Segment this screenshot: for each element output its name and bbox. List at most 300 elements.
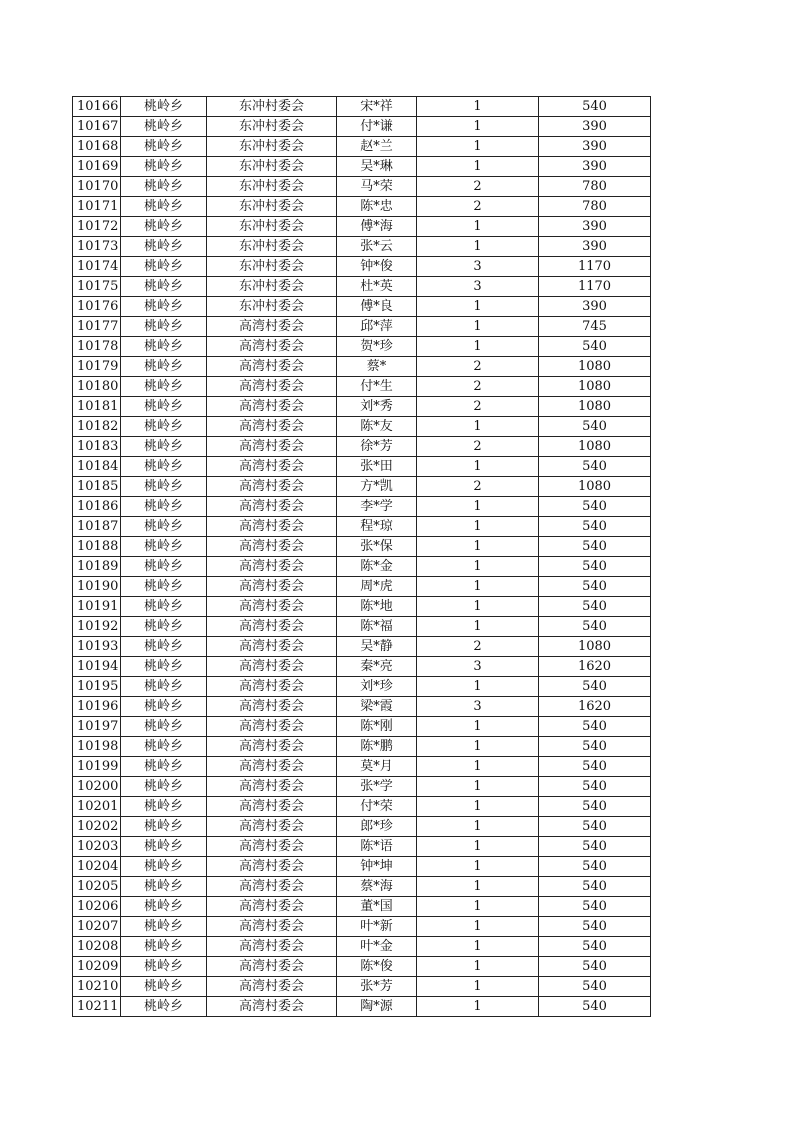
name-cell: 付*荣 (337, 797, 417, 817)
name-cell: 张*学 (337, 777, 417, 797)
count-cell: 2 (417, 377, 539, 397)
village-committee-cell: 东冲村委会 (207, 137, 337, 157)
township-cell: 桃岭乡 (121, 577, 207, 597)
row-id-cell: 10167 (73, 117, 121, 137)
count-cell: 1 (417, 837, 539, 857)
village-committee-cell: 高湾村委会 (207, 897, 337, 917)
table-row (73, 377, 651, 397)
village-committee-cell: 东冲村委会 (207, 117, 337, 137)
village-committee-cell: 东冲村委会 (207, 237, 337, 257)
amount-cell: 390 (539, 217, 651, 237)
name-cell: 张*云 (337, 237, 417, 257)
township-cell: 桃岭乡 (121, 637, 207, 657)
count-cell: 1 (417, 557, 539, 577)
count-cell: 1 (417, 517, 539, 537)
village-committee-cell: 高湾村委会 (207, 617, 337, 637)
name-cell: 郎*珍 (337, 817, 417, 837)
amount-cell: 540 (539, 757, 651, 777)
village-committee-cell: 东冲村委会 (207, 97, 337, 117)
amount-cell: 540 (539, 957, 651, 977)
name-cell: 徐*芳 (337, 437, 417, 457)
township-cell: 桃岭乡 (121, 937, 207, 957)
table-row (73, 457, 651, 477)
count-cell: 1 (417, 937, 539, 957)
amount-cell: 540 (539, 97, 651, 117)
table-row (73, 337, 651, 357)
count-cell: 2 (417, 177, 539, 197)
table-row (73, 877, 651, 897)
amount-cell: 540 (539, 877, 651, 897)
name-cell: 傅*海 (337, 217, 417, 237)
township-cell: 桃岭乡 (121, 477, 207, 497)
count-cell: 1 (417, 337, 539, 357)
row-id-cell: 10189 (73, 557, 121, 577)
name-cell: 陈*语 (337, 837, 417, 857)
table-row (73, 417, 651, 437)
amount-cell: 540 (539, 837, 651, 857)
township-cell: 桃岭乡 (121, 697, 207, 717)
row-id-cell: 10183 (73, 437, 121, 457)
township-cell: 桃岭乡 (121, 817, 207, 837)
village-committee-cell: 东冲村委会 (207, 277, 337, 297)
row-id-cell: 10199 (73, 757, 121, 777)
township-cell: 桃岭乡 (121, 277, 207, 297)
name-cell: 钟*坤 (337, 857, 417, 877)
name-cell: 邱*萍 (337, 317, 417, 337)
township-cell: 桃岭乡 (121, 897, 207, 917)
name-cell: 吴*琳 (337, 157, 417, 177)
count-cell: 1 (417, 617, 539, 637)
village-committee-cell: 高湾村委会 (207, 377, 337, 397)
name-cell: 陈*刚 (337, 717, 417, 737)
amount-cell: 1080 (539, 637, 651, 657)
amount-cell: 540 (539, 517, 651, 537)
count-cell: 1 (417, 317, 539, 337)
table-row (73, 797, 651, 817)
village-committee-cell: 高湾村委会 (207, 417, 337, 437)
township-cell: 桃岭乡 (121, 417, 207, 437)
village-committee-cell: 东冲村委会 (207, 197, 337, 217)
count-cell: 2 (417, 637, 539, 657)
table-row (73, 537, 651, 557)
count-cell: 1 (417, 777, 539, 797)
name-cell: 贺*珍 (337, 337, 417, 357)
amount-cell: 540 (539, 557, 651, 577)
amount-cell: 540 (539, 617, 651, 637)
table-row (73, 157, 651, 177)
row-id-cell: 10200 (73, 777, 121, 797)
table-row (73, 737, 651, 757)
name-cell: 秦*亮 (337, 657, 417, 677)
row-id-cell: 10205 (73, 877, 121, 897)
name-cell: 付*谦 (337, 117, 417, 137)
name-cell: 陈*鹏 (337, 737, 417, 757)
amount-cell: 540 (539, 817, 651, 837)
table-row (73, 817, 651, 837)
count-cell: 1 (417, 497, 539, 517)
amount-cell: 540 (539, 977, 651, 997)
row-id-cell: 10211 (73, 997, 121, 1017)
row-id-cell: 10198 (73, 737, 121, 757)
count-cell: 1 (417, 537, 539, 557)
row-id-cell: 10172 (73, 217, 121, 237)
row-id-cell: 10184 (73, 457, 121, 477)
amount-cell: 1170 (539, 277, 651, 297)
village-committee-cell: 高湾村委会 (207, 577, 337, 597)
amount-cell: 1620 (539, 657, 651, 677)
row-id-cell: 10176 (73, 297, 121, 317)
row-id-cell: 10202 (73, 817, 121, 837)
count-cell: 1 (417, 717, 539, 737)
name-cell: 方*凯 (337, 477, 417, 497)
row-id-cell: 10169 (73, 157, 121, 177)
row-id-cell: 10168 (73, 137, 121, 157)
township-cell: 桃岭乡 (121, 197, 207, 217)
township-cell: 桃岭乡 (121, 877, 207, 897)
row-id-cell: 10192 (73, 617, 121, 637)
row-id-cell: 10186 (73, 497, 121, 517)
table-row (73, 917, 651, 937)
count-cell: 2 (417, 437, 539, 457)
table-row (73, 317, 651, 337)
table-row (73, 517, 651, 537)
name-cell: 陈*地 (337, 597, 417, 617)
township-cell: 桃岭乡 (121, 837, 207, 857)
township-cell: 桃岭乡 (121, 237, 207, 257)
amount-cell: 1620 (539, 697, 651, 717)
count-cell: 1 (417, 797, 539, 817)
amount-cell: 390 (539, 137, 651, 157)
village-committee-cell: 高湾村委会 (207, 757, 337, 777)
row-id-cell: 10177 (73, 317, 121, 337)
township-cell: 桃岭乡 (121, 357, 207, 377)
table-row (73, 577, 651, 597)
amount-cell: 1080 (539, 397, 651, 417)
township-cell: 桃岭乡 (121, 917, 207, 937)
count-cell: 3 (417, 697, 539, 717)
count-cell: 3 (417, 657, 539, 677)
table-row (73, 177, 651, 197)
table-row (73, 697, 651, 717)
township-cell: 桃岭乡 (121, 437, 207, 457)
table-row (73, 97, 651, 117)
village-committee-cell: 东冲村委会 (207, 157, 337, 177)
name-cell: 傅*良 (337, 297, 417, 317)
village-committee-cell: 高湾村委会 (207, 997, 337, 1017)
count-cell: 1 (417, 417, 539, 437)
table-row (73, 997, 651, 1017)
row-id-cell: 10185 (73, 477, 121, 497)
village-committee-cell: 高湾村委会 (207, 677, 337, 697)
amount-cell: 540 (539, 857, 651, 877)
amount-cell: 540 (539, 457, 651, 477)
amount-cell: 780 (539, 177, 651, 197)
township-cell: 桃岭乡 (121, 157, 207, 177)
township-cell: 桃岭乡 (121, 397, 207, 417)
row-id-cell: 10174 (73, 257, 121, 277)
count-cell: 2 (417, 477, 539, 497)
village-committee-cell: 高湾村委会 (207, 917, 337, 937)
table-row (73, 477, 651, 497)
name-cell: 钟*俊 (337, 257, 417, 277)
village-committee-cell: 高湾村委会 (207, 437, 337, 457)
count-cell: 3 (417, 277, 539, 297)
amount-cell: 1080 (539, 357, 651, 377)
table-row (73, 937, 651, 957)
row-id-cell: 10178 (73, 337, 121, 357)
row-id-cell: 10179 (73, 357, 121, 377)
amount-cell: 540 (539, 997, 651, 1017)
township-cell: 桃岭乡 (121, 117, 207, 137)
table-row (73, 557, 651, 577)
table-row (73, 977, 651, 997)
village-committee-cell: 高湾村委会 (207, 737, 337, 757)
amount-cell: 1170 (539, 257, 651, 277)
village-committee-cell: 高湾村委会 (207, 777, 337, 797)
village-committee-cell: 高湾村委会 (207, 337, 337, 357)
row-id-cell: 10171 (73, 197, 121, 217)
township-cell: 桃岭乡 (121, 657, 207, 677)
village-committee-cell: 高湾村委会 (207, 937, 337, 957)
table-row (73, 617, 651, 637)
row-id-cell: 10209 (73, 957, 121, 977)
amount-cell: 390 (539, 157, 651, 177)
row-id-cell: 10175 (73, 277, 121, 297)
count-cell: 1 (417, 97, 539, 117)
village-committee-cell: 高湾村委会 (207, 717, 337, 737)
name-cell: 程*琼 (337, 517, 417, 537)
data-table (72, 96, 651, 1017)
row-id-cell: 10187 (73, 517, 121, 537)
village-committee-cell: 高湾村委会 (207, 977, 337, 997)
village-committee-cell: 东冲村委会 (207, 297, 337, 317)
count-cell: 1 (417, 577, 539, 597)
row-id-cell: 10204 (73, 857, 121, 877)
row-id-cell: 10181 (73, 397, 121, 417)
amount-cell: 540 (539, 417, 651, 437)
amount-cell: 390 (539, 297, 651, 317)
name-cell: 叶*新 (337, 917, 417, 937)
row-id-cell: 10180 (73, 377, 121, 397)
row-id-cell: 10194 (73, 657, 121, 677)
count-cell: 1 (417, 757, 539, 777)
count-cell: 1 (417, 977, 539, 997)
township-cell: 桃岭乡 (121, 257, 207, 277)
township-cell: 桃岭乡 (121, 797, 207, 817)
table-row (73, 957, 651, 977)
name-cell: 莫*月 (337, 757, 417, 777)
village-committee-cell: 高湾村委会 (207, 537, 337, 557)
table-row (73, 777, 651, 797)
village-committee-cell: 高湾村委会 (207, 357, 337, 377)
row-id-cell: 10182 (73, 417, 121, 437)
name-cell: 蔡*海 (337, 877, 417, 897)
village-committee-cell: 高湾村委会 (207, 557, 337, 577)
township-cell: 桃岭乡 (121, 997, 207, 1017)
row-id-cell: 10201 (73, 797, 121, 817)
name-cell: 张*保 (337, 537, 417, 557)
village-committee-cell: 东冲村委会 (207, 217, 337, 237)
village-committee-cell: 高湾村委会 (207, 817, 337, 837)
township-cell: 桃岭乡 (121, 537, 207, 557)
table-row (73, 117, 651, 137)
row-id-cell: 10210 (73, 977, 121, 997)
township-cell: 桃岭乡 (121, 97, 207, 117)
row-id-cell: 10208 (73, 937, 121, 957)
row-id-cell: 10197 (73, 717, 121, 737)
count-cell: 1 (417, 137, 539, 157)
township-cell: 桃岭乡 (121, 137, 207, 157)
name-cell: 李*学 (337, 497, 417, 517)
count-cell: 1 (417, 877, 539, 897)
township-cell: 桃岭乡 (121, 957, 207, 977)
township-cell: 桃岭乡 (121, 177, 207, 197)
table-row (73, 437, 651, 457)
village-committee-cell: 高湾村委会 (207, 837, 337, 857)
row-id-cell: 10195 (73, 677, 121, 697)
name-cell: 叶*金 (337, 937, 417, 957)
count-cell: 1 (417, 917, 539, 937)
name-cell: 张*芳 (337, 977, 417, 997)
amount-cell: 1080 (539, 377, 651, 397)
count-cell: 2 (417, 357, 539, 377)
amount-cell: 540 (539, 537, 651, 557)
name-cell: 陈*友 (337, 417, 417, 437)
table-row (73, 597, 651, 617)
village-committee-cell: 高湾村委会 (207, 637, 337, 657)
count-cell: 1 (417, 457, 539, 477)
table-row (73, 837, 651, 857)
village-committee-cell: 高湾村委会 (207, 457, 337, 477)
row-id-cell: 10170 (73, 177, 121, 197)
count-cell: 1 (417, 957, 539, 977)
village-committee-cell: 高湾村委会 (207, 317, 337, 337)
village-committee-cell: 高湾村委会 (207, 957, 337, 977)
row-id-cell: 10207 (73, 917, 121, 937)
amount-cell: 540 (539, 797, 651, 817)
table-row (73, 217, 651, 237)
row-id-cell: 10193 (73, 637, 121, 657)
village-committee-cell: 高湾村委会 (207, 397, 337, 417)
count-cell: 1 (417, 857, 539, 877)
count-cell: 1 (417, 997, 539, 1017)
amount-cell: 540 (539, 737, 651, 757)
table-row (73, 897, 651, 917)
table-body (73, 97, 651, 1017)
township-cell: 桃岭乡 (121, 557, 207, 577)
village-committee-cell: 东冲村委会 (207, 257, 337, 277)
township-cell: 桃岭乡 (121, 497, 207, 517)
name-cell: 周*虎 (337, 577, 417, 597)
amount-cell: 780 (539, 197, 651, 217)
name-cell: 付*生 (337, 377, 417, 397)
count-cell: 3 (417, 257, 539, 277)
amount-cell: 540 (539, 677, 651, 697)
township-cell: 桃岭乡 (121, 597, 207, 617)
name-cell: 赵*兰 (337, 137, 417, 157)
row-id-cell: 10188 (73, 537, 121, 557)
township-cell: 桃岭乡 (121, 297, 207, 317)
township-cell: 桃岭乡 (121, 457, 207, 477)
name-cell: 陈*忠 (337, 197, 417, 217)
table-row (73, 677, 651, 697)
amount-cell: 540 (539, 777, 651, 797)
name-cell: 张*田 (337, 457, 417, 477)
count-cell: 1 (417, 157, 539, 177)
table-row (73, 397, 651, 417)
township-cell: 桃岭乡 (121, 857, 207, 877)
amount-cell: 540 (539, 897, 651, 917)
township-cell: 桃岭乡 (121, 737, 207, 757)
name-cell: 刘*秀 (337, 397, 417, 417)
count-cell: 2 (417, 197, 539, 217)
amount-cell: 540 (539, 717, 651, 737)
village-committee-cell: 高湾村委会 (207, 877, 337, 897)
table-row (73, 297, 651, 317)
name-cell: 陈*福 (337, 617, 417, 637)
count-cell: 1 (417, 297, 539, 317)
count-cell: 1 (417, 597, 539, 617)
township-cell: 桃岭乡 (121, 977, 207, 997)
table-row (73, 257, 651, 277)
count-cell: 1 (417, 737, 539, 757)
row-id-cell: 10196 (73, 697, 121, 717)
name-cell: 刘*珍 (337, 677, 417, 697)
name-cell: 陈*金 (337, 557, 417, 577)
township-cell: 桃岭乡 (121, 717, 207, 737)
row-id-cell: 10206 (73, 897, 121, 917)
table-row (73, 137, 651, 157)
row-id-cell: 10203 (73, 837, 121, 857)
amount-cell: 540 (539, 577, 651, 597)
village-committee-cell: 高湾村委会 (207, 697, 337, 717)
count-cell: 2 (417, 397, 539, 417)
amount-cell: 540 (539, 497, 651, 517)
count-cell: 1 (417, 897, 539, 917)
name-cell: 马*荣 (337, 177, 417, 197)
village-committee-cell: 东冲村委会 (207, 177, 337, 197)
name-cell: 吴*静 (337, 637, 417, 657)
table-row (73, 757, 651, 777)
table-row (73, 637, 651, 657)
row-id-cell: 10173 (73, 237, 121, 257)
name-cell: 梁*霞 (337, 697, 417, 717)
row-id-cell: 10166 (73, 97, 121, 117)
township-cell: 桃岭乡 (121, 617, 207, 637)
village-committee-cell: 高湾村委会 (207, 657, 337, 677)
township-cell: 桃岭乡 (121, 377, 207, 397)
name-cell: 陈*俊 (337, 957, 417, 977)
table-row (73, 657, 651, 677)
township-cell: 桃岭乡 (121, 777, 207, 797)
village-committee-cell: 高湾村委会 (207, 797, 337, 817)
count-cell: 1 (417, 237, 539, 257)
table-row (73, 717, 651, 737)
name-cell: 宋*祥 (337, 97, 417, 117)
table-row (73, 197, 651, 217)
village-committee-cell: 高湾村委会 (207, 857, 337, 877)
count-cell: 1 (417, 217, 539, 237)
table-row (73, 857, 651, 877)
table-row (73, 237, 651, 257)
count-cell: 1 (417, 817, 539, 837)
row-id-cell: 10190 (73, 577, 121, 597)
amount-cell: 540 (539, 337, 651, 357)
amount-cell: 540 (539, 597, 651, 617)
township-cell: 桃岭乡 (121, 757, 207, 777)
township-cell: 桃岭乡 (121, 517, 207, 537)
table-row (73, 357, 651, 377)
